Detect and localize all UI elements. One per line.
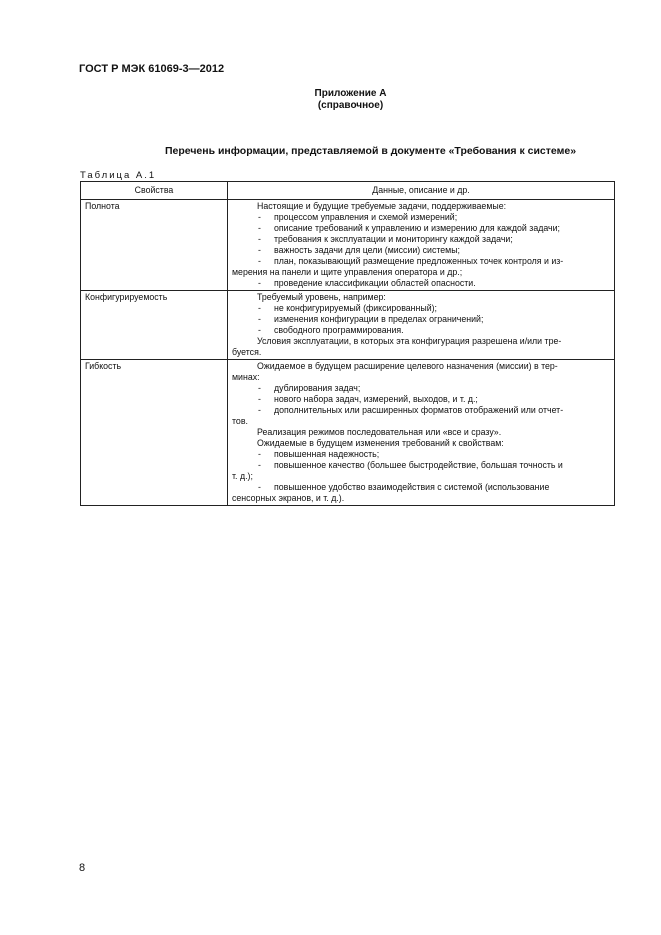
appendix-subtitle: (справочное) bbox=[317, 100, 384, 111]
document-title: Перечень информации, представляемой в документе «Требования к системе» bbox=[164, 145, 577, 157]
description-cell bbox=[228, 200, 615, 291]
page-number: 8 bbox=[79, 862, 86, 874]
description-line: Реализация режимов последовательная или «все и сразу». bbox=[257, 427, 502, 437]
table-row bbox=[81, 291, 615, 360]
appendix-title: Приложение А bbox=[314, 88, 387, 99]
property-cell: Гибкость bbox=[81, 360, 228, 506]
description-line: Настоящие и будущие требуемые задачи, поддерживаемые: bbox=[257, 201, 507, 211]
description-line: Ожидаемое в будущем расширение целевого назначения (миссии) в тер- bbox=[257, 361, 558, 371]
list-item: - изменения конфигурации в пределах ограничений; bbox=[232, 314, 610, 325]
description-line: тов. bbox=[232, 416, 248, 426]
column-header-properties: Свойства bbox=[81, 182, 228, 200]
description-line: мерения на панели и щите управления оператора и др.; bbox=[232, 267, 463, 277]
description-line: Условия эксплуатации, в которых эта конфигурация разрешена и/или тре- bbox=[257, 336, 562, 346]
list-item: - процессом управления и схемой измерений; bbox=[232, 212, 610, 223]
table-caption: Таблица А.1 bbox=[80, 170, 157, 181]
list-item: - свободного программирования. bbox=[232, 325, 610, 336]
list-item: - план, показывающий размещение предложенных точек контроля и из- bbox=[232, 256, 610, 267]
appendix-heading bbox=[0, 88, 661, 112]
list-item: - требования к эксплуатации и мониторингу каждой задачи; bbox=[232, 234, 610, 245]
requirements-table bbox=[80, 181, 615, 506]
list-item: - дополнительных или расширенных форматов отображений или отчет- bbox=[232, 405, 610, 416]
property-cell: Конфигурируемость bbox=[81, 291, 228, 360]
table-header-row bbox=[81, 182, 615, 200]
column-header-data: Данные, описание и др. bbox=[228, 182, 615, 200]
table-row bbox=[81, 360, 615, 506]
list-item: - повышенное качество (большее быстродействие, большая точность и bbox=[232, 460, 610, 471]
description-line: минах: bbox=[232, 372, 260, 382]
list-item: - важность задачи для цели (миссии) системы; bbox=[232, 245, 610, 256]
description-line: Ожидаемые в будущем изменения требований к свойствам: bbox=[257, 438, 504, 448]
list-item: - повышенная надежность; bbox=[232, 449, 610, 460]
description-cell bbox=[228, 360, 615, 506]
list-item: - нового набора задач, измерений, выходов, и т. д.; bbox=[232, 394, 610, 405]
property-cell: Полнота bbox=[81, 200, 228, 291]
document-code: ГОСТ Р МЭК 61069-3—2012 bbox=[79, 63, 225, 75]
list-item: - повышенное удобство взаимодействия с системой (использование bbox=[232, 482, 610, 493]
list-item: - дублирования задач; bbox=[232, 383, 610, 394]
description-line: Требуемый уровень, например: bbox=[257, 292, 386, 302]
list-item: - описание требований к управлению и измерению для каждой задачи; bbox=[232, 223, 610, 234]
table-row bbox=[81, 200, 615, 291]
list-item: - не конфигурируемый (фиксированный); bbox=[232, 303, 610, 314]
list-item: - проведение классификации областей опасности. bbox=[232, 278, 610, 289]
description-line: буется. bbox=[232, 347, 262, 357]
description-line: т. д.); bbox=[232, 471, 253, 481]
description-cell bbox=[228, 291, 615, 360]
description-line: сенсорных экранов, и т. д.). bbox=[232, 493, 345, 503]
